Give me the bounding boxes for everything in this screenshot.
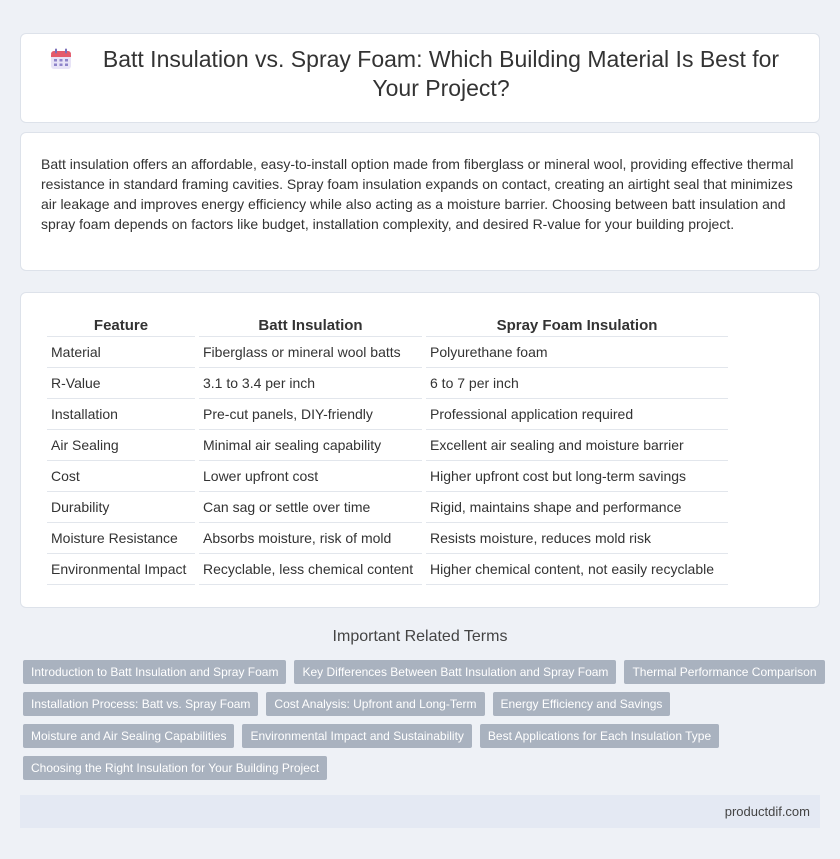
table-row [47,399,728,430]
column-header-batt: Batt Insulation [199,316,422,337]
related-terms-list [23,660,823,788]
table-cell: R-Value [47,368,195,399]
footer [20,795,820,828]
comparison-table-card [20,292,820,608]
table-cell: Moisture Resistance [47,523,195,554]
related-term-tag[interactable]: Energy Efficiency and Savings [493,692,671,716]
table-cell: Minimal air sealing capability [199,430,422,461]
related-term-tag[interactable]: Moisture and Air Sealing Capabilities [23,724,234,748]
related-term-tag[interactable]: Environmental Impact and Sustainability [242,724,471,748]
table-row [47,368,728,399]
table-row [47,492,728,523]
table-cell: Pre-cut panels, DIY-friendly [199,399,422,430]
table-cell: 6 to 7 per inch [426,368,728,399]
table-cell: 3.1 to 3.4 per inch [199,368,422,399]
table-cell: Professional application required [426,399,728,430]
related-term-tag[interactable]: Thermal Performance Comparison [624,660,824,684]
table-cell: Absorbs moisture, risk of mold [199,523,422,554]
table-row [47,430,728,461]
table-cell: Installation [47,399,195,430]
related-term-tag[interactable]: Choosing the Right Insulation for Your Building Project [23,756,327,780]
header-card [20,33,820,123]
table-header-row [47,316,728,337]
table-cell: Lower upfront cost [199,461,422,492]
table-cell: Cost [47,461,195,492]
footer-site-name[interactable]: productdif.com [724,804,810,819]
page-title: Batt Insulation vs. Spray Foam: Which Building Material Is Best for Your Project? [102,46,780,101]
table-row [47,461,728,492]
related-term-tag[interactable]: Best Applications for Each Insulation Type [480,724,719,748]
table-cell: Environmental Impact [47,554,195,585]
table-cell: Higher upfront cost but long-term savings [426,461,728,492]
table-cell: Higher chemical content, not easily recyclable [426,554,728,585]
table-cell: Resists moisture, reduces mold risk [426,523,728,554]
column-header-feature: Feature [47,316,195,337]
table-cell: Durability [47,492,195,523]
table-cell: Rigid, maintains shape and performance [426,492,728,523]
related-term-tag[interactable]: Cost Analysis: Upfront and Long-Term [266,692,484,716]
related-terms-title: Important Related Terms [332,628,508,645]
table-row [47,337,728,368]
related-term-tag[interactable]: Installation Process: Batt vs. Spray Foam [23,692,258,716]
table-row [47,554,728,585]
table-cell: Can sag or settle over time [199,492,422,523]
related-term-tag[interactable]: Introduction to Batt Insulation and Spray Foam [23,660,286,684]
table-cell: Polyurethane foam [426,337,728,368]
table-cell: Air Sealing [47,430,195,461]
column-header-spray-foam: Spray Foam Insulation [426,316,728,337]
intro-card [20,132,820,271]
table-cell: Fiberglass or mineral wool batts [199,337,422,368]
intro-paragraph: Batt insulation offers an affordable, easy-to-install option made from fiberglass or mineral wool, providing effective thermal resistance in standard framing cavities. Spray foam insulation expands on contact, creating an airtight seal that minimizes air leakage and improves energy efficiency while also acting as a moisture barrier. Choosing between batt insulation and spray foam depends on factors like budget, installation complexity, and desired R-value for your building project. [41,156,794,232]
related-term-tag[interactable]: Key Differences Between Batt Insulation and Spray Foam [294,660,616,684]
comparison-table [43,316,732,585]
table-cell: Material [47,337,195,368]
table-row [47,523,728,554]
table-cell: Recyclable, less chemical content [199,554,422,585]
table-cell: Excellent air sealing and moisture barrier [426,430,728,461]
